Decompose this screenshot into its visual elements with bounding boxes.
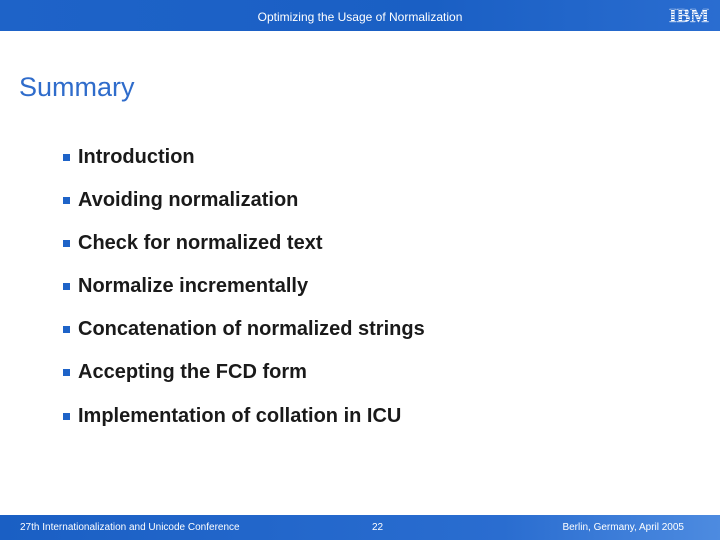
square-bullet-icon xyxy=(63,283,70,290)
bullet-text: Check for normalized text xyxy=(78,231,323,254)
bullet-list xyxy=(63,146,425,448)
header-title: Optimizing the Usage of Normalization xyxy=(257,10,463,24)
ibm-logo-text: IBM xyxy=(669,5,709,25)
square-bullet-icon xyxy=(63,154,70,161)
bullet-text: Implementation of collation in ICU xyxy=(78,404,402,427)
square-bullet-icon xyxy=(63,197,70,204)
bullet-item xyxy=(63,232,425,254)
square-bullet-icon xyxy=(63,240,70,247)
bullet-text: Introduction xyxy=(78,145,195,168)
bullet-text: Accepting the FCD form xyxy=(78,361,307,384)
footer-page-number: 22 xyxy=(372,522,384,533)
slide-title: Summary xyxy=(19,72,135,102)
ibm-logo-icon xyxy=(664,5,714,25)
square-bullet-icon xyxy=(63,369,70,376)
bullet-item xyxy=(63,362,425,384)
square-bullet-icon xyxy=(63,326,70,333)
bullet-item xyxy=(63,276,425,298)
footer-conference: 27th Internationalization and Unicode Conference xyxy=(20,522,240,533)
bullet-text: Concatenation of normalized strings xyxy=(78,318,425,341)
footer-location-date: Berlin, Germany, April 2005 xyxy=(562,522,684,533)
bullet-item xyxy=(63,146,425,168)
bullet-text: Avoiding normalization xyxy=(78,188,299,211)
bullet-item xyxy=(63,189,425,211)
square-bullet-icon xyxy=(63,413,70,420)
bullet-item xyxy=(63,319,425,341)
bullet-item xyxy=(63,405,425,427)
bullet-text: Normalize incrementally xyxy=(78,275,309,298)
